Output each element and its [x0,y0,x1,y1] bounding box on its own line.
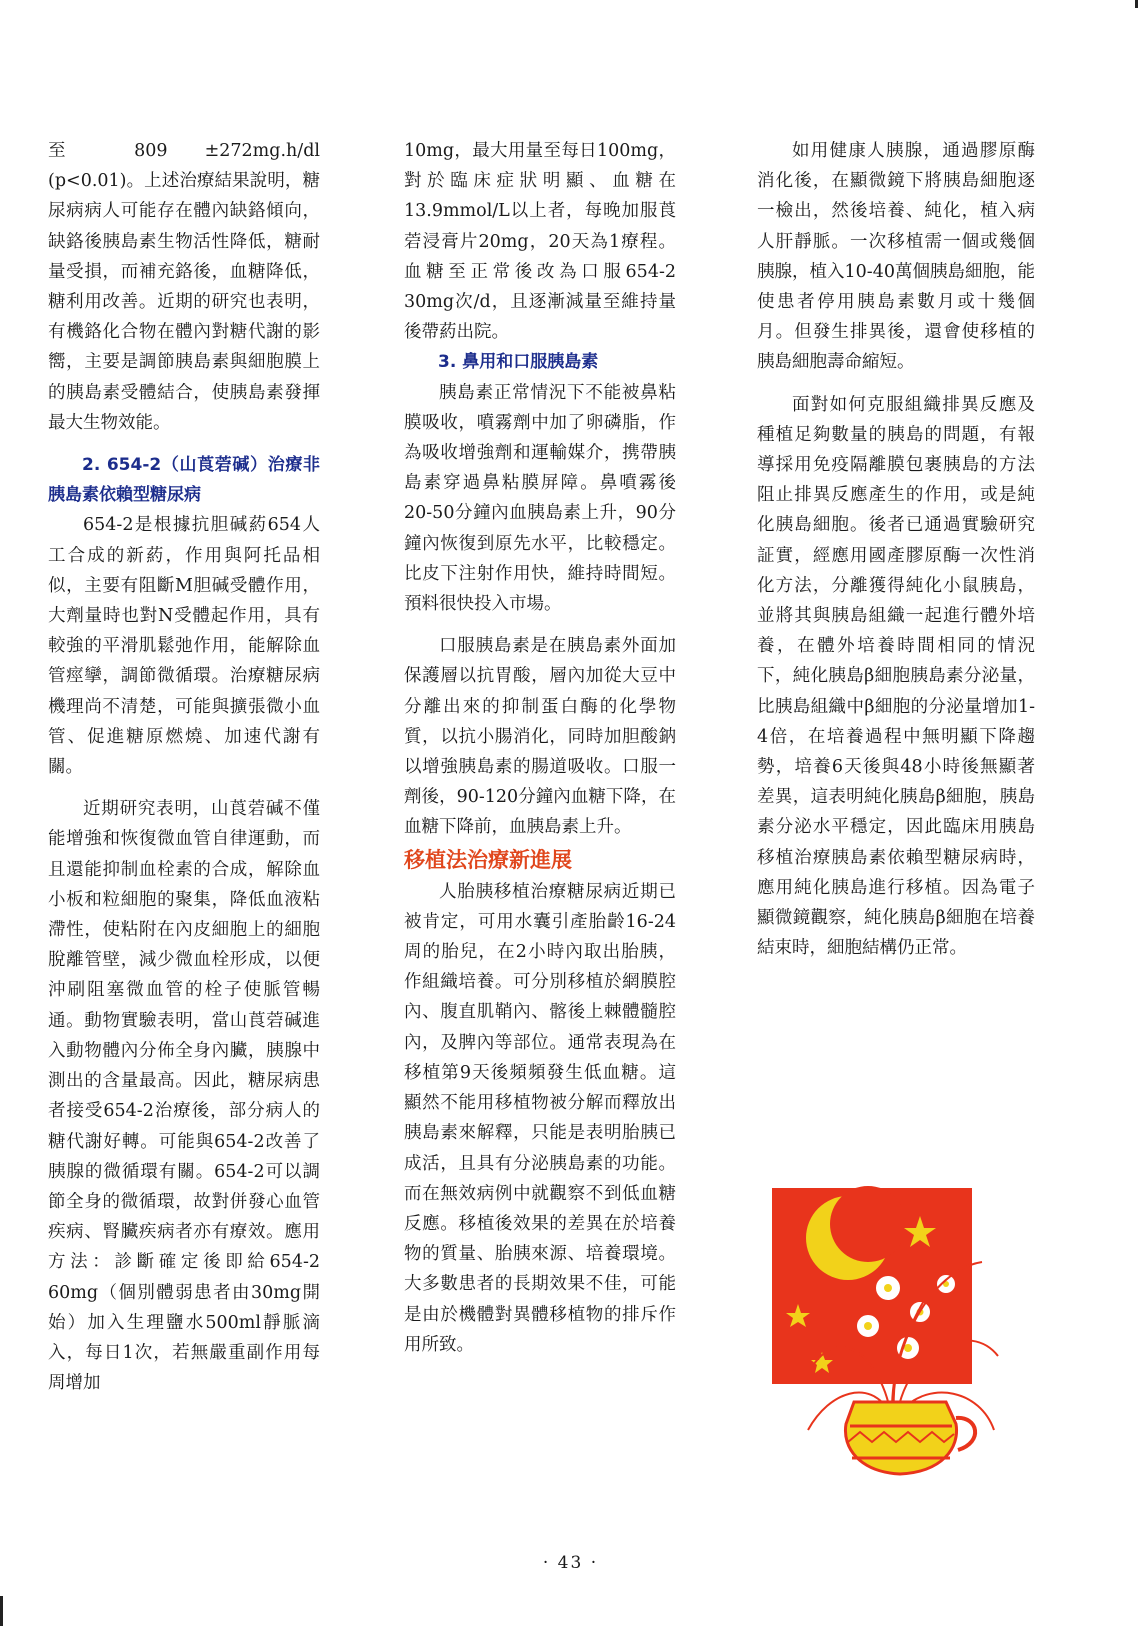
scan-corner-mark [0,1596,3,1626]
subheading-nasal-oral-insulin: 3. 鼻用和口服胰島素 [438,352,599,373]
subheading-654-2: 2. 654-2（山莨菪碱）治療非胰島素依賴型糖尿病 [48,455,320,506]
column-3 [757,136,1035,963]
paragraph: 654-2是根據抗胆碱葯654人工合成的新葯，作用與阿托品相似，主要有阻斷M胆碱受體作用，大劑量時也對N受體起作用，具有較強的平滑肌鬆弛作用，能解除血管痙攣，調節微循環。治療糖尿病機理尚不清楚，可能與擴張微小血管、促進糖原燃燒、加速代謝有關。 [48,515,320,778]
paragraph: 如用健康人胰腺，通過膠原酶消化後，在顯微鏡下將胰島細胞逐一檢出，然後培養、純化，植入病人肝靜脈。一次移植需一個或幾個胰腺，植入10-40萬個胰島細胞，能使患者停用胰島素數月或十幾個月。但發生排異後，還會使移植的胰島細胞壽命縮短。 [757,141,1035,373]
paragraph: 口服胰島素是在胰島素外面加保護層以抗胃酸，層內加從大豆中分離出來的抑制蛋白酶的化學物質，以抗小腸消化，同時加胆酸鈉以增強胰島素的腸道吸收。口服一劑後，90-120分鐘內血糖下降，在血糖下降前，血胰島素上升。 [404,636,676,838]
page-number: · 43 · [542,1553,599,1573]
column-1 [48,136,320,1398]
section-title-transplant: 移植法治療新進展 [404,847,572,872]
paragraph: 人胎胰移植治療糖尿病近期已被肯定，可用水囊引產胎齡16-24周的胎兒，在2小時內取出胎胰，作組織培養。可分別移植於網膜腔內、腹直肌鞘內、髂後上棘體髓腔內，及脾內等部位。通常表現為在移植第9天後頻頻發生低血糖。這顯然不能用移植物被分解而釋放出胰島素來解釋，只能是表明胎胰已成活，且具有分泌胰島素的功能。而在無效病例中就觀察不到低血糖反應。移植後效果的差異在於培養物的質量、胎胰來源、培養環境。大多數患者的長期效果不佳，可能是由於機體對異體移植物的排斥作用所致。 [404,881,676,1355]
moon-stars-flower-vase-icon [770,1180,1008,1482]
paragraph: 10mg，最大用量至每日100mg，對於臨床症狀明顯、血糖在13.9mmol/L以上者，每晚加服莨菪浸膏片20mg，20天為1療程。血糖至正常後改為口服654-2 30mg次/d，且逐漸減量至維持量後帶葯出院。 [404,141,676,343]
paragraph: 胰島素正常情況下不能被鼻粘膜吸收，噴霧劑中加了卵磷脂，作為吸收增強劑和運輸媒介，携帶胰島素穿過鼻粘膜屏障。鼻噴霧後20-50分鐘內血胰島素上升，90分鐘內恢復到原先水平，比較穩定。比皮下注射作用快，維持時間短。預料很快投入市場。 [404,382,676,615]
column-2 [404,136,676,1360]
scan-corner-mark [1135,0,1138,8]
paragraph: 近期研究表明，山莨菪碱不僅能增強和恢復微血管自律運動，而且還能抑制血栓素的合成，解除血小板和粒細胞的聚集，降低血液粘滯性，使粘附在內皮細胞上的細胞脫離管壁，減少微血栓形成，以便沖刷阻塞微血管的栓子使脈管暢通。動物實驗表明，當山莨菪碱進入動物體內分佈全身內臟，胰腺中測出的含量最高。因此，糖尿病患者接受654-2治療後，部分病人的糖代謝好轉。可能與654-2改善了胰腺的微循環有關。654-2可以調節全身的微循環，故對併發心血管疾病、腎臟疾病者亦有療效。應用方法：診斷確定後即給654-2 60mg（個別體弱患者由30mg開始）加入生理鹽水500ml靜脈滴入，每日1次，若無嚴重副作用每周增加 [48,799,320,1394]
paragraph: 面對如何克服組織排異反應及種植足夠數量的胰島的問題，有報導採用免疫隔離膜包裹胰島的方法阻止排異反應產生的作用，或是純化胰島細胞。後者已通過實驗研究証實，經應用國產膠原酶一次性消化方法，分離獲得純化小鼠胰島，並將其與胰島組織一起進行體外培養，在體外培養時間相同的情況下，純化胰島β細胞胰島素分泌量，比胰島組織中β細胞的分泌量增加1-4倍，在培養過程中無明顯下降趨勢，培養6天後與48小時後無顯著差異，這表明純化胰島β細胞，胰島素分泌水平穩定，因此臨床用胰島移植治療胰島素依賴型糖尿病時，應用純化胰島進行移植。因為電子顯微鏡觀察，純化胰島β細胞在培養結束時，細胞結構仍正常。 [757,394,1035,959]
paragraph: 至 809 ±272mg.h/dl (p<0.01)。上述治療結果說明，糖尿病病人可能存在體內缺鉻傾向，缺鉻後胰島素生物活性降低，糖耐量受損，而補充鉻後，血糖降低，糖利用改善。近期的研究也表明，有機鉻化合物在體內對糖代謝的影嚮，主要是調節胰島素與細胞膜上的胰島素受體結合，使胰島素發揮最大生物效能。 [48,141,320,433]
